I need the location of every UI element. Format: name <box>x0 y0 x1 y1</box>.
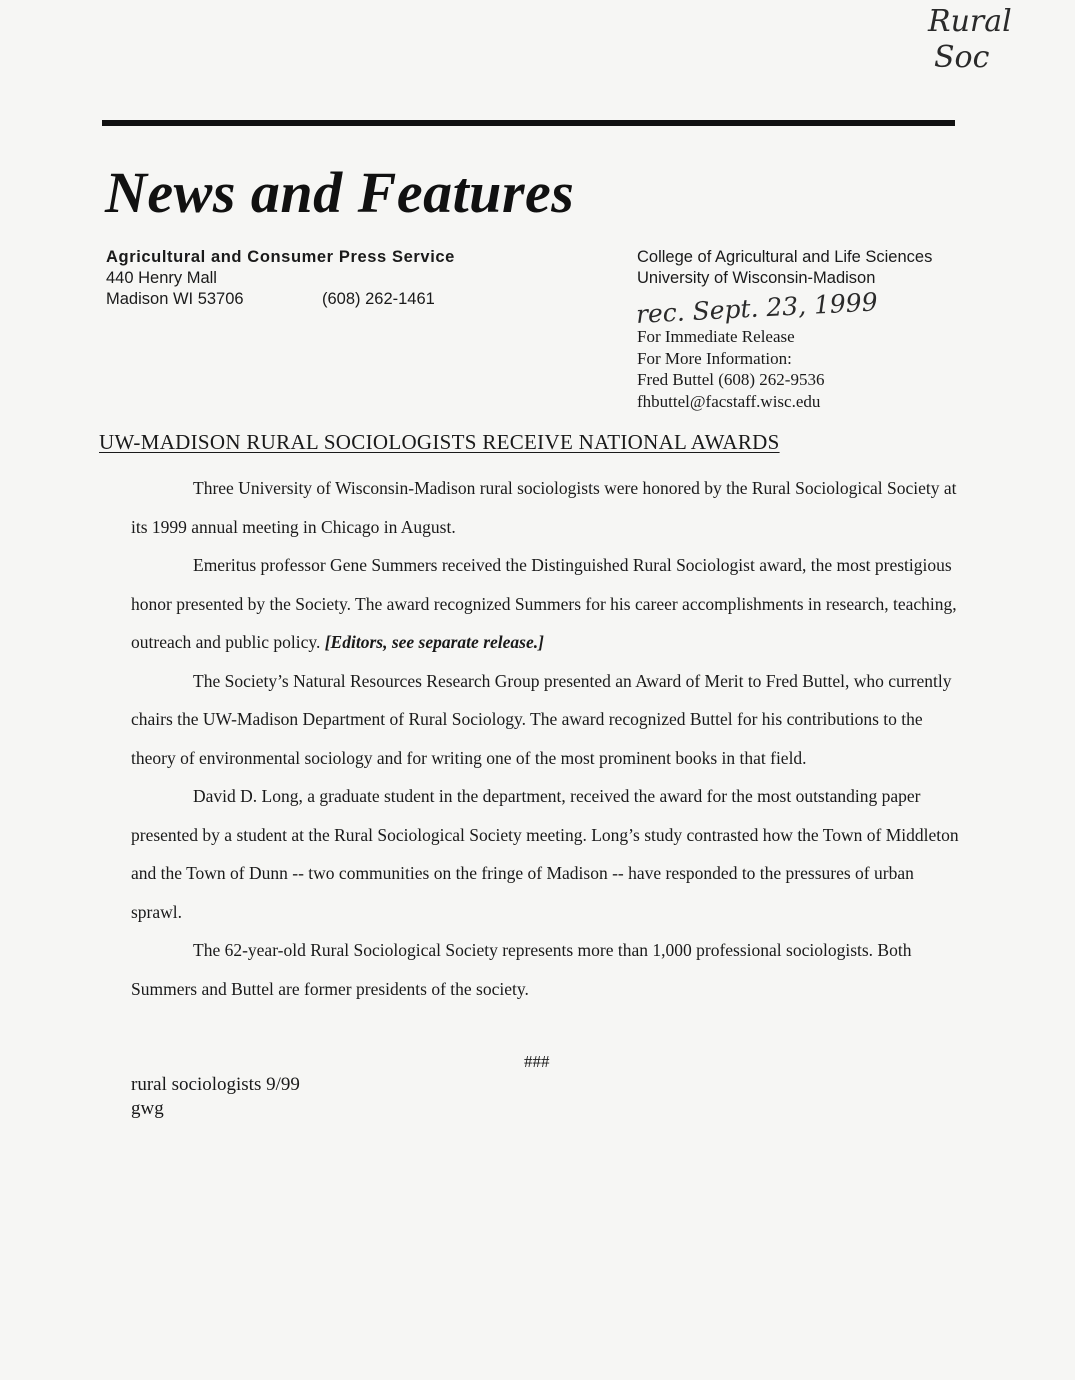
masthead-rule <box>102 120 955 126</box>
end-mark: ### <box>524 1052 550 1071</box>
editors-note: [Editors, see separate release.] <box>324 632 544 652</box>
more-info-label: For More Information: <box>637 348 792 368</box>
masthead-title: News and Features <box>105 160 575 225</box>
sender-city: Madison WI 53706 <box>106 290 244 308</box>
sender-address-block <box>106 247 526 310</box>
footer-initials: gwg <box>131 1098 164 1119</box>
release-info-block <box>637 326 1017 412</box>
handwritten-soc: Soc <box>934 40 990 75</box>
college-block <box>637 247 1017 289</box>
article-body <box>131 469 966 1008</box>
handwritten-corner-note <box>928 4 1012 76</box>
paragraph-4: David D. Long, a graduate student in the department, received the award for the most outstanding paper presented by a student at the Rural Sociological Society meeting. Long’s study contrasted how the Town of Middleton and the Town of Dunn -- two communities on the fringe of Madison -- have responded to the pressures of urban sprawl. <box>131 786 959 922</box>
handwritten-rural: Rural <box>928 4 1012 39</box>
article-headline: UW-MADISON RURAL SOCIOLOGISTS RECEIVE NATIONAL AWARDS <box>99 430 780 454</box>
release-type: For Immediate Release <box>637 327 795 346</box>
college-name: College of Agricultural and Life Sciences <box>637 248 933 266</box>
paragraph-2 <box>131 546 966 662</box>
footer-slug: rural sociologists 9/99 <box>131 1074 300 1095</box>
sender-org: Agricultural and Consumer Press Service <box>106 248 455 266</box>
sender-city-phone-line <box>106 289 526 310</box>
footer-slug-block <box>131 1073 300 1121</box>
paragraph-3: The Society’s Natural Resources Research Group presented an Award of Merit to Fred Buttel, who currently chairs the UW-Madison Department of Rural Sociology. The award recognized Buttel for his contributions to the theory of environmental sociology and for writing one of the most prominent books in that field. <box>131 670 952 768</box>
sender-phone: (608) 262-1461 <box>322 290 435 308</box>
sender-street: 440 Henry Mall <box>106 269 217 287</box>
contact-email: fhbuttel@facstaff.wisc.edu <box>637 391 821 411</box>
paragraph-1: Three University of Wisconsin-Madison rural sociologists were honored by the Rural Sociological Society at its 1999 annual meeting in Chicago in August. <box>131 478 957 537</box>
paragraph-5: The 62-year-old Rural Sociological Society represents more than 1,000 professional sociologists. Both Summers and Buttel are former presidents of the society. <box>131 940 912 999</box>
contact-line: Fred Buttel (608) 262-9536 <box>637 370 825 389</box>
paragraph-2-text: Emeritus professor Gene Summers received the Distinguished Rural Sociologist award, the most prestigious honor presented by the Society. The award recognized Summers for his career accomplishments in research, teaching, outreach and public policy. <box>131 555 957 652</box>
handwritten-received-date: rec. Sept. 23, 1999 <box>635 287 879 329</box>
university-name: University of Wisconsin-Madison <box>637 269 876 287</box>
